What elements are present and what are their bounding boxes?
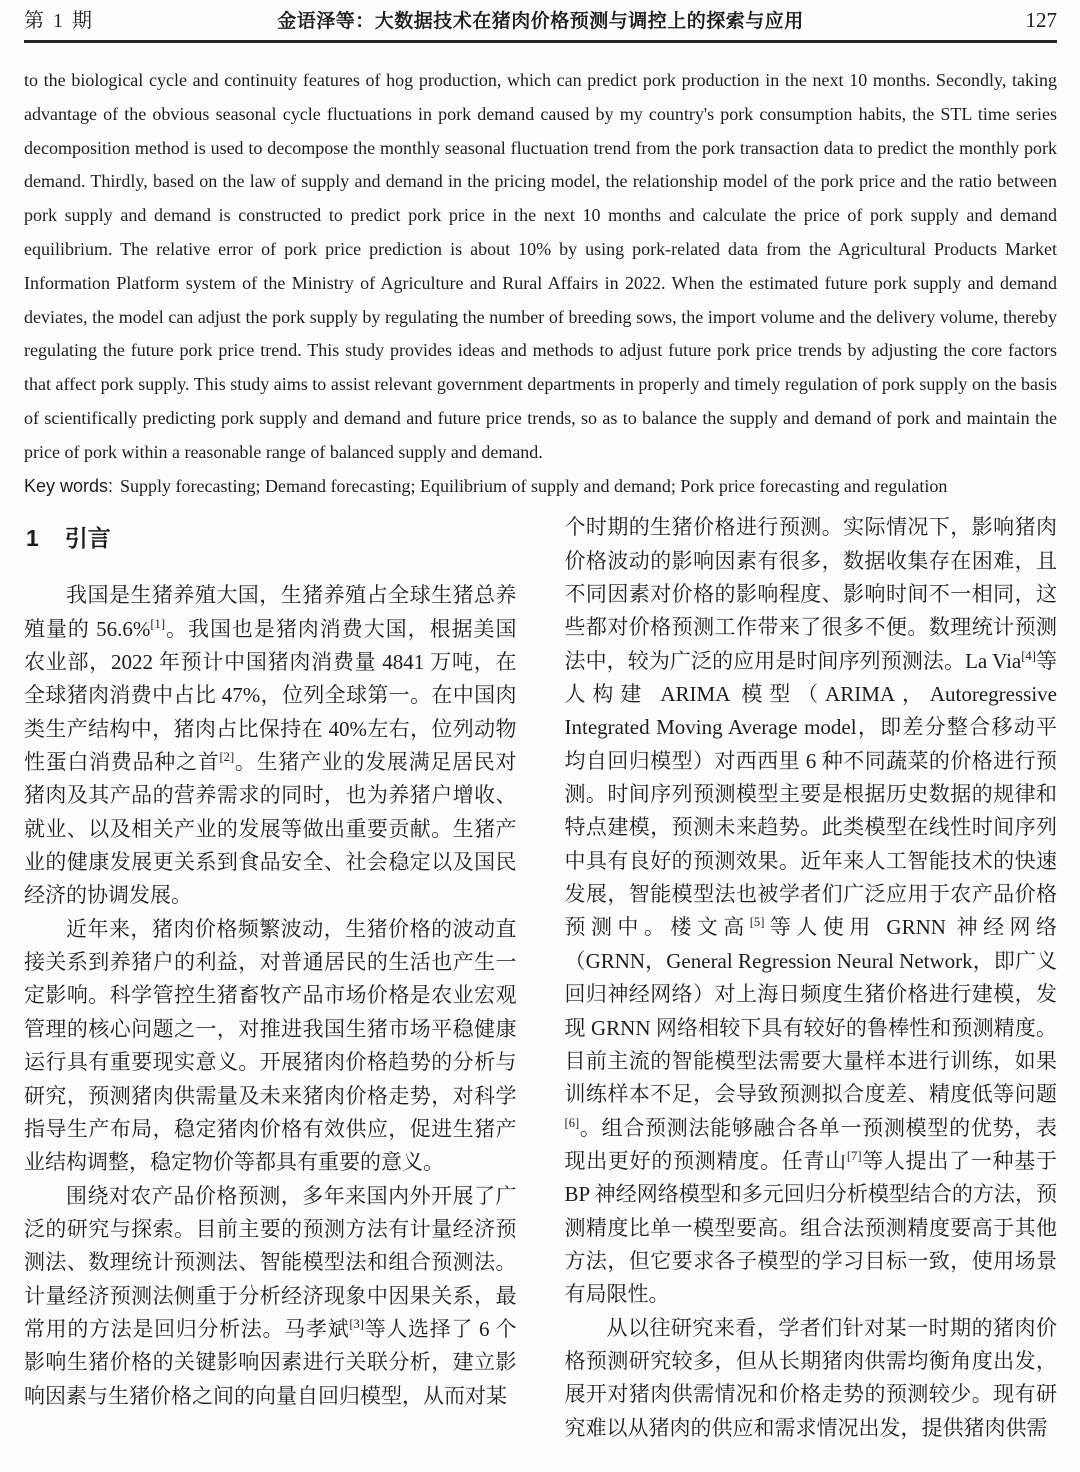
paragraph-intro-2: 近年来，猪肉价格频繁波动，生猪价格的波动直接关系到养猪户的利益，对普通居民的生活也产生一定影响。科学管控生猪畜牧产品市场价格是农业宏观管理的核心问题之一，对推进我国生猪市场平稳健康运行具有重要现实意义。开展猪肉价格趋势的分析与研究，预测猪肉供需量及未来猪肉价格走势，对科学指导生产布局，稳定猪肉价格有效供应，促进生猪产业结构调整，稳定物价等都具有重要的意义。 xyxy=(24,916,517,1175)
section-title: 引言 xyxy=(64,525,111,552)
keywords-line xyxy=(24,470,1057,504)
keywords-label: Key words: xyxy=(24,475,114,496)
paragraph-intro-3: 围绕对农产品价格预测，多年来国内外开展了广泛的研究与探索。目前主要的预测方法有计量经济预测法、数理统计预测法、智能模型法和组合预测法。计量经济预测法侧重于分析经济现象中因果关系，最常用的方法是回归分析法。马孝斌[3]等人选择了 6 个影响生猪价格的关键影响因素进行关联分析，建立影响因素与生猪价格之间的向量自回归模型，从而对某 xyxy=(24,1183,517,1408)
left-column xyxy=(24,511,517,1445)
page-header xyxy=(24,6,1057,36)
paragraph-intro-3-continued: 个时期的生猪价格进行预测。实际情况下，影响猪肉价格波动的影响因素有很多，数据收集存在困难，且不同因素对价格的影响程度、影响时间不一相同，这些都对价格预测工作带来了很多不便。数理统计预测法中，较为广泛的应用是时间序列预测法。La Via[4]等人构建 ARIMA 模型（ARIMA，Autoregressive Integrated Moving Average model，即差分整合移动平均自回归模型）对西西里 6 种不同蔬菜的价格进行预测。时间序列预测模型主要是根据历史数据的规律和特点建模，预测未来趋势。此类模型在线性时间序列中具有良好的预测效果。近年来人工智能技术的快速发展，智能模型法也被学者们广泛应用于农产品价格预测中。楼文高[5]等人使用 GRNN 神经网络（GRNN，General Regression Neural Network，即广义回归神经网络）对上海日频度生猪价格进行建模，发现 GRNN 网络相较下具有较好的鲁棒性和预测精度。目前主流的智能模型法需要大量样本进行训练，如果训练样本不足，会导致预测拟合度差、精度低等问题[6]。组合预测法能够融合各单一预测模型的优势，表现出更好的预测精度。任青山[7]等人提出了一种基于 BP 神经网络模型和多元回归分析模型结合的方法，预测精度比单一模型要高。组合法预测精度要高于其他方法，但它要求各子模型的学习目标一致，使用场景有局限性。 xyxy=(564,515,1058,1307)
section-number: 1 xyxy=(26,525,39,552)
body-columns xyxy=(24,511,1057,1445)
right-column xyxy=(565,511,1058,1445)
paragraph-intro-4: 从以往研究来看，学者们针对某一时期的猪肉价格预测研究较多，但从长期猪肉供需均衡角度出发，展开对猪肉供需情况和价格走势的预测较少。现有研究难以从猪肉的供应和需求情况出发，提供猪肉供需 xyxy=(564,1315,1057,1440)
abstract-section xyxy=(24,64,1057,503)
paragraph-intro-1: 我国是生猪养殖大国，生猪养殖占全球生猪总养殖量的 56.6%[1]。我国也是猪肉消费大国，根据美国农业部，2022 年预计中国猪肉消费量 4841 万吨，在全球猪肉消费中占比 47%，位列全球第一。在中国肉类生产结构中，猪肉占比保持在 40%左右，位列动物性蛋白消费品种之首[2]。生猪产业的发展满足居民对猪肉及其产品的营养需求的同时，也为养猪户增收、就业、以及相关产业的发展等做出重要贡献。生猪产业的健康发展更关系到食品安全、社会稳定以及国民经济的协调发展。 xyxy=(24,583,517,908)
abstract-text: to the biological cycle and continuity features of hog production, which can predict pork production in the next 10 months. Secondly, taking advantage of the obvious seasonal cycle fluctuations in pork demand caused by my country's pork consumption habits, the STL time series decomposition method is used to decompose the monthly seasonal fluctuation trend from the pork transaction data to predict the monthly pork demand. Thirdly, based on the law of supply and demand in the pricing model, the relationship model of the pork price and the ratio between pork supply and demand is constructed to predict pork price in the next 10 months and calculate the price of pork supply and demand equilibrium. The relative error of pork price prediction is about 10% by using pork-related data from the Agricultural Products Market Information Platform system of the Ministry of Agriculture and Rural Affairs in 2022. When the estimated future pork supply and demand deviates, the model can adjust the pork supply by regulating the number of breeding sows, the import volume and the delivery volume, thereby regulating the future pork price trend. This study provides ideas and methods to adjust future pork price trends by adjusting the core factors that affect pork supply. This study aims to assist relevant government departments in properly and timely regulation of pork supply on the basis of scientifically predicting pork supply and demand and future price trends, so as to balance the supply and demand of pork and maintain the price of pork within a reasonable range of balanced supply and demand. xyxy=(24,70,1057,462)
running-title: 金语泽等：大数据技术在猪肉价格预测与调控上的探索与应用 xyxy=(277,11,804,32)
header-rule xyxy=(24,40,1057,43)
keywords-text: Supply forecasting; Demand forecasting; Equilibrium of supply and demand; Pork price forecasting and regulation xyxy=(120,475,948,496)
journal-issue: 第 1 期 xyxy=(24,10,94,32)
page-number: 127 xyxy=(1025,8,1057,32)
section-heading xyxy=(26,523,517,553)
